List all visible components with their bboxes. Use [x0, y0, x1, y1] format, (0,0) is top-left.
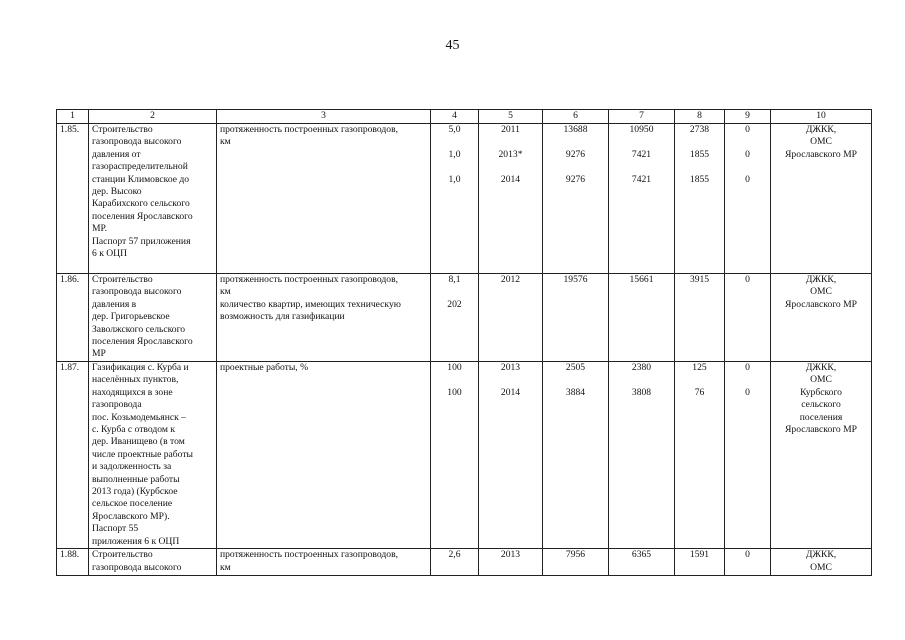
indicator: протяженность построенных газопроводов, км	[220, 549, 399, 573]
header-cell-3: 3	[217, 110, 431, 124]
amount-col9: 0	[745, 549, 750, 561]
amount-col8: 1591	[689, 549, 710, 561]
amount-col9: 0 0 0	[745, 124, 750, 185]
row-number: 1.86.	[60, 274, 80, 285]
year: 2011 2013* 2014	[498, 124, 523, 185]
year: 2012	[500, 274, 521, 285]
amount-col9: 0 0	[745, 362, 750, 398]
amount-col8: 3915	[689, 274, 710, 285]
page-number: 45	[445, 38, 460, 53]
header-cell-2: 2	[89, 110, 217, 124]
header-cell-4: 4	[431, 110, 479, 124]
indicator: протяженность построенных газопроводов, км количество квартир, имеющих техническую возможность для газификации	[220, 274, 401, 323]
header-cell-10: 10	[771, 110, 872, 124]
project-name: Газификация с. Курба и населённых пунктов, находящихся в зоне газопровода пос. Козьмодемьянск – с. Курба с отводом к дер. Иванищево (в том числе проектные работы и задолженность за выполненные работы 2013 года) (Курбское сельское поселение Ярославского МР). Паспорт 55 приложения 6 к ОЦП	[92, 362, 193, 547]
table-row	[57, 274, 872, 362]
indicator-value: 8,1 202	[447, 274, 462, 310]
project-name: Строительство газопровода высокого	[92, 549, 182, 573]
header-cell-1: 1	[57, 110, 89, 124]
indicator-value: 5,0 1,0 1,0	[448, 124, 461, 185]
indicator-value: 2,6	[448, 549, 461, 561]
header-row	[57, 110, 872, 124]
header-cell-9: 9	[725, 110, 771, 124]
amount-col9: 0	[745, 274, 750, 285]
amount-col7: 2380 3808	[631, 362, 652, 398]
responsible: ДЖКК, ОМС Ярославского МР	[785, 124, 857, 160]
responsible: ДЖКК, ОМС Ярославского МР	[785, 274, 857, 310]
year: 2013 2014	[500, 362, 521, 398]
amount-col7: 15661	[629, 274, 654, 285]
program-table	[56, 109, 872, 576]
header-cell-7: 7	[609, 110, 675, 124]
indicator: протяженность построенных газопроводов, км	[220, 124, 399, 148]
table-row	[57, 362, 872, 549]
project-name: Строительство газопровода высокого давления в дер. Григорьевское Заволжского сельского поселения Ярославского МР	[92, 274, 193, 360]
row-number: 1.85.	[60, 124, 80, 135]
responsible: ДЖКК, ОМС Курбского сельского поселения Ярославского МР	[785, 362, 857, 436]
project-name: Строительство газопровода высокого давления от газораспределительной станции Климовское до дер. Высоко Карабихского сельского поселения Ярославского МР. Паспорт 57 приложения 6 к ОЦП	[92, 124, 193, 260]
total-amount: 7956	[565, 549, 586, 561]
amount-col7: 10950 7421 7421	[629, 124, 654, 185]
table-row	[57, 549, 872, 576]
indicator: проектные работы, %	[220, 362, 309, 373]
amount-col7: 6365	[631, 549, 652, 561]
header-cell-8: 8	[675, 110, 725, 124]
responsible: ДЖКК, ОМС	[805, 549, 837, 573]
total-amount: 13688 9276 9276	[563, 124, 588, 185]
header-cell-6: 6	[543, 110, 609, 124]
indicator-value: 100 100	[447, 362, 462, 398]
row-number: 1.87.	[60, 362, 80, 373]
year: 2013	[500, 549, 521, 561]
amount-col8: 125 76	[692, 362, 707, 398]
total-amount: 19576	[563, 274, 588, 285]
total-amount: 2505 3884	[565, 362, 586, 398]
header-cell-5: 5	[479, 110, 543, 124]
table-row	[57, 124, 872, 274]
amount-col8: 2738 1855 1855	[689, 124, 710, 185]
row-number: 1.88.	[60, 549, 80, 561]
